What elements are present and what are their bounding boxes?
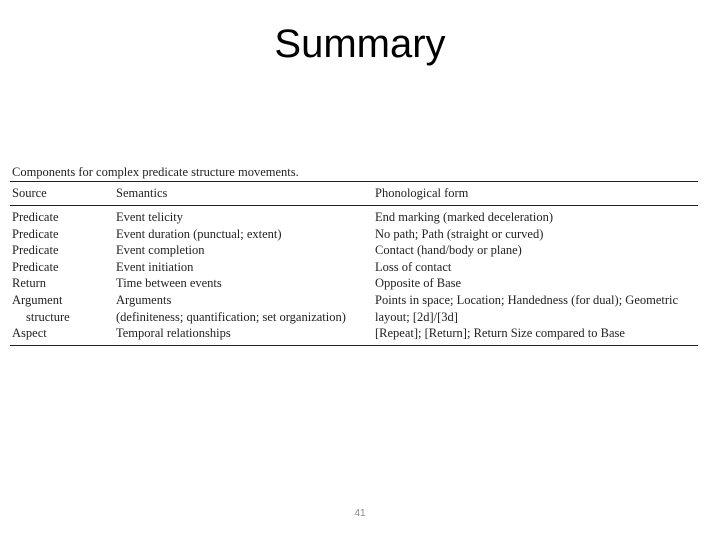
table-figure — [10, 164, 698, 346]
header-semantics: Semantics — [116, 186, 168, 200]
cell-source: Return — [12, 276, 47, 291]
table-row — [10, 292, 698, 325]
page-number: 41 — [354, 508, 366, 519]
cell-semantics: Event completion — [116, 243, 205, 258]
cell-phonological-form — [373, 292, 698, 325]
table-row — [10, 275, 698, 292]
table-bottom-rule — [10, 345, 698, 346]
cell-semantics: Time between events — [116, 276, 222, 291]
table-row — [10, 226, 698, 243]
table-row — [10, 242, 698, 259]
cell-phonological-form: [Repeat]; [Return]; Return Size compared to Base — [375, 326, 625, 341]
cell-semantics: Event duration (punctual; extent) — [116, 226, 282, 241]
cell-source: Aspect — [12, 326, 47, 341]
cell-semantics: Temporal relationships — [116, 326, 231, 341]
header-source: Source — [12, 186, 47, 200]
slide-title: Summary — [274, 22, 446, 66]
table-row — [10, 259, 698, 276]
cell-phonological-form: Loss of contact — [375, 259, 452, 274]
cell-source-line2: structure — [26, 309, 70, 324]
header-phonological-form: Phonological form — [375, 186, 469, 200]
table-row — [10, 325, 698, 345]
table-row — [10, 206, 698, 226]
cell-phonological-form: Opposite of Base — [375, 276, 462, 291]
components-table-body — [10, 206, 698, 345]
cell-form-line2: layout; [2d]/[3d] — [375, 309, 458, 324]
cell-form-line1: Points in space; Location; Handedness (for dual); Geometric — [375, 292, 679, 307]
cell-source: Predicate — [12, 226, 59, 241]
cell-semantics-line2: (definiteness; quantification; set organization) — [116, 309, 346, 324]
cell-phonological-form: Contact (hand/body or plane) — [375, 243, 522, 258]
cell-source-line1: Argument — [12, 292, 63, 307]
cell-source: Predicate — [12, 210, 59, 224]
cell-source — [10, 292, 114, 325]
cell-semantics — [114, 292, 373, 325]
cell-semantics-line1: Arguments — [116, 292, 172, 307]
cell-source: Predicate — [12, 259, 59, 274]
cell-semantics: Event telicity — [116, 210, 183, 224]
components-table — [10, 182, 698, 205]
table-header-row — [10, 182, 698, 205]
cell-phonological-form: No path; Path (straight or curved) — [375, 226, 544, 241]
cell-semantics: Event initiation — [116, 259, 194, 274]
table-caption: Components for complex predicate structure movements. — [12, 165, 299, 179]
cell-source: Predicate — [12, 243, 59, 258]
cell-phonological-form: End marking (marked deceleration) — [375, 210, 554, 224]
